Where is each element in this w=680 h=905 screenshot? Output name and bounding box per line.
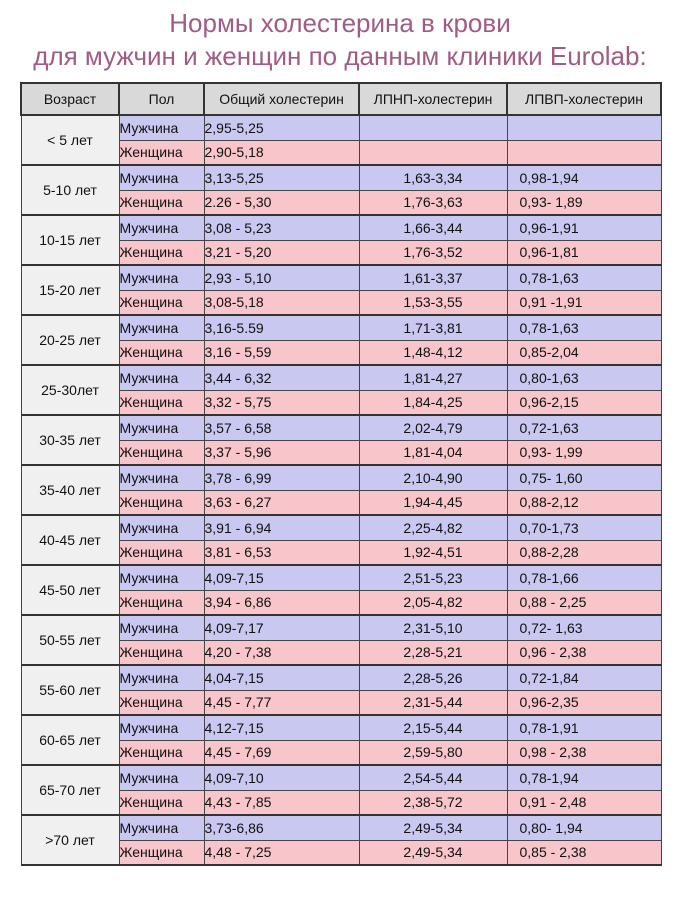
total-cholesterol-cell: 3,73-6,86 [204, 815, 359, 840]
ldl-cholesterol-cell: 1,81-4,27 [359, 365, 507, 390]
total-cholesterol-cell: 4,45 - 7,69 [204, 740, 359, 765]
sex-cell: Женщина [119, 240, 204, 265]
sex-cell: Женщина [119, 740, 204, 765]
ldl-cholesterol-cell: 1,76-3,52 [359, 240, 507, 265]
ldl-cholesterol-cell: 1,81-4,04 [359, 440, 507, 465]
sex-cell: Женщина [119, 790, 204, 815]
total-cholesterol-cell: 3,91 - 6,94 [204, 515, 359, 540]
table-row [21, 315, 661, 340]
hdl-cholesterol-cell: 0,80-1,63 [507, 365, 661, 390]
hdl-cholesterol-cell: 0,96-2,35 [507, 690, 661, 715]
sex-cell: Мужчина [119, 165, 204, 190]
total-cholesterol-cell: 3,16 - 5,59 [204, 340, 359, 365]
total-cholesterol-cell: 3,08 - 5,23 [204, 215, 359, 240]
sex-cell: Женщина [119, 140, 204, 165]
header-hdl-cholesterol: ЛПВП-холестерин [507, 83, 661, 115]
hdl-cholesterol-cell: 0,72- 1,63 [507, 615, 661, 640]
total-cholesterol-cell: 3,32 - 5,75 [204, 390, 359, 415]
age-group-cell: 10-15 лет [21, 215, 119, 265]
hdl-cholesterol-cell: 0,98 - 2,38 [507, 740, 661, 765]
sex-cell: Женщина [119, 440, 204, 465]
total-cholesterol-cell: 3,16-5.59 [204, 315, 359, 340]
age-group-cell: 50-55 лет [21, 615, 119, 665]
total-cholesterol-cell: 3,78 - 6,99 [204, 465, 359, 490]
hdl-cholesterol-cell: 0,88-2,28 [507, 540, 661, 565]
hdl-cholesterol-cell: 0,96-1,91 [507, 215, 661, 240]
ldl-cholesterol-cell [359, 140, 507, 165]
sex-cell: Мужчина [119, 215, 204, 240]
table-row [21, 665, 661, 690]
hdl-cholesterol-cell [507, 115, 661, 140]
sex-cell: Женщина [119, 540, 204, 565]
title-line-2: для мужчин и женщин по данным клиники Eurolab: [33, 41, 647, 71]
total-cholesterol-cell: 4,09-7,10 [204, 765, 359, 790]
total-cholesterol-cell: 3,37 - 5,96 [204, 440, 359, 465]
hdl-cholesterol-cell: 0,85 - 2,38 [507, 840, 661, 865]
total-cholesterol-cell: 2,90-5,18 [204, 140, 359, 165]
ldl-cholesterol-cell: 2,54-5,44 [359, 765, 507, 790]
hdl-cholesterol-cell: 0,85-2,04 [507, 340, 661, 365]
header-row [21, 83, 661, 115]
hdl-cholesterol-cell: 0,70-1,73 [507, 515, 661, 540]
sex-cell: Женщина [119, 190, 204, 215]
hdl-cholesterol-cell: 0,96 - 2,38 [507, 640, 661, 665]
hdl-cholesterol-cell: 0,80- 1,94 [507, 815, 661, 840]
ldl-cholesterol-cell: 2,25-4,82 [359, 515, 507, 540]
table-row [21, 465, 661, 490]
table-row [21, 165, 661, 190]
hdl-cholesterol-cell: 0,78-1,63 [507, 265, 661, 290]
ldl-cholesterol-cell: 2,49-5,34 [359, 815, 507, 840]
total-cholesterol-cell: 3,63 - 6,27 [204, 490, 359, 515]
sex-cell: Мужчина [119, 815, 204, 840]
hdl-cholesterol-cell: 0,93- 1,89 [507, 190, 661, 215]
ldl-cholesterol-cell: 1,94-4,45 [359, 490, 507, 515]
table-row [21, 715, 661, 740]
total-cholesterol-cell: 4,09-7,17 [204, 615, 359, 640]
sex-cell: Женщина [119, 640, 204, 665]
sex-cell: Женщина [119, 590, 204, 615]
sex-cell: Мужчина [119, 315, 204, 340]
age-group-cell: 60-65 лет [21, 715, 119, 765]
age-group-cell: >70 лет [21, 815, 119, 865]
table-row [21, 115, 661, 140]
hdl-cholesterol-cell: 0,91 - 2,48 [507, 790, 661, 815]
age-group-cell: 5-10 лет [21, 165, 119, 215]
hdl-cholesterol-cell: 0,88-2,12 [507, 490, 661, 515]
sex-cell: Мужчина [119, 765, 204, 790]
total-cholesterol-cell: 4,12-7,15 [204, 715, 359, 740]
total-cholesterol-cell: 4,43 - 7,85 [204, 790, 359, 815]
age-group-cell: 65-70 лет [21, 765, 119, 815]
hdl-cholesterol-cell: 0,96-2,15 [507, 390, 661, 415]
table-row [21, 515, 661, 540]
header-total-cholesterol: Общий холестерин [204, 83, 359, 115]
cholesterol-norms-table [20, 82, 662, 866]
sex-cell: Мужчина [119, 515, 204, 540]
hdl-cholesterol-cell: 0,96-1,81 [507, 240, 661, 265]
ldl-cholesterol-cell: 1,84-4,25 [359, 390, 507, 415]
header-sex: Пол [119, 83, 204, 115]
total-cholesterol-cell: 4,48 - 7,25 [204, 840, 359, 865]
ldl-cholesterol-cell [359, 115, 507, 140]
table-row [21, 815, 661, 840]
hdl-cholesterol-cell [507, 140, 661, 165]
sex-cell: Мужчина [119, 465, 204, 490]
hdl-cholesterol-cell: 0,75- 1,60 [507, 465, 661, 490]
total-cholesterol-cell: 3,13-5,25 [204, 165, 359, 190]
total-cholesterol-cell: 3,44 - 6,32 [204, 365, 359, 390]
table-row [21, 765, 661, 790]
ldl-cholesterol-cell: 1,92-4,51 [359, 540, 507, 565]
sex-cell: Мужчина [119, 415, 204, 440]
ldl-cholesterol-cell: 1,53-3,55 [359, 290, 507, 315]
ldl-cholesterol-cell: 2,31-5,10 [359, 615, 507, 640]
hdl-cholesterol-cell: 0,78-1,66 [507, 565, 661, 590]
total-cholesterol-cell: 3,94 - 6,86 [204, 590, 359, 615]
hdl-cholesterol-cell: 0,78-1,94 [507, 765, 661, 790]
total-cholesterol-cell: 2,93 - 5,10 [204, 265, 359, 290]
ldl-cholesterol-cell: 1,71-3,81 [359, 315, 507, 340]
ldl-cholesterol-cell: 2,28-5,26 [359, 665, 507, 690]
age-group-cell: 55-60 лет [21, 665, 119, 715]
ldl-cholesterol-cell: 2,28-5,21 [359, 640, 507, 665]
sex-cell: Мужчина [119, 665, 204, 690]
sex-cell: Женщина [119, 840, 204, 865]
ldl-cholesterol-cell: 2,31-5,44 [359, 690, 507, 715]
total-cholesterol-cell: 4,45 - 7,77 [204, 690, 359, 715]
age-group-cell: 45-50 лет [21, 565, 119, 615]
sex-cell: Мужчина [119, 265, 204, 290]
ldl-cholesterol-cell: 1,66-3,44 [359, 215, 507, 240]
sex-cell: Женщина [119, 290, 204, 315]
table-row [21, 415, 661, 440]
table-row [21, 365, 661, 390]
ldl-cholesterol-cell: 1,61-3,37 [359, 265, 507, 290]
total-cholesterol-cell: 4,20 - 7,38 [204, 640, 359, 665]
ldl-cholesterol-cell: 2,51-5,23 [359, 565, 507, 590]
table-row [21, 265, 661, 290]
hdl-cholesterol-cell: 0,91 -1,91 [507, 290, 661, 315]
ldl-cholesterol-cell: 1,76-3,63 [359, 190, 507, 215]
hdl-cholesterol-cell: 0,98-1,94 [507, 165, 661, 190]
header-ldl-cholesterol: ЛПНП-холестерин [359, 83, 507, 115]
sex-cell: Мужчина [119, 365, 204, 390]
total-cholesterol-cell: 2.26 - 5,30 [204, 190, 359, 215]
hdl-cholesterol-cell: 0,78-1,91 [507, 715, 661, 740]
sex-cell: Мужчина [119, 715, 204, 740]
ldl-cholesterol-cell: 2,02-4,79 [359, 415, 507, 440]
ldl-cholesterol-cell: 2,59-5,80 [359, 740, 507, 765]
total-cholesterol-cell: 4,09-7,15 [204, 565, 359, 590]
total-cholesterol-cell: 3,21 - 5,20 [204, 240, 359, 265]
age-group-cell: 15-20 лет [21, 265, 119, 315]
ldl-cholesterol-cell: 2,15-5,44 [359, 715, 507, 740]
age-group-cell: 30-35 лет [21, 415, 119, 465]
hdl-cholesterol-cell: 0,93- 1,99 [507, 440, 661, 465]
hdl-cholesterol-cell: 0,72-1,63 [507, 415, 661, 440]
hdl-cholesterol-cell: 0,78-1,63 [507, 315, 661, 340]
ldl-cholesterol-cell: 2,05-4,82 [359, 590, 507, 615]
sex-cell: Женщина [119, 690, 204, 715]
total-cholesterol-cell: 2,95-5,25 [204, 115, 359, 140]
hdl-cholesterol-cell: 0,88 - 2,25 [507, 590, 661, 615]
age-group-cell: 25-30лет [21, 365, 119, 415]
age-group-cell: < 5 лет [21, 115, 119, 165]
sex-cell: Мужчина [119, 115, 204, 140]
sex-cell: Мужчина [119, 565, 204, 590]
title-line-1: Нормы холестерина в крови [169, 8, 511, 38]
ldl-cholesterol-cell: 1,48-4,12 [359, 340, 507, 365]
ldl-cholesterol-cell: 2,49-5,34 [359, 840, 507, 865]
total-cholesterol-cell: 3,08-5,18 [204, 290, 359, 315]
age-group-cell: 40-45 лет [21, 515, 119, 565]
sex-cell: Женщина [119, 340, 204, 365]
ldl-cholesterol-cell: 2,10-4,90 [359, 465, 507, 490]
table-row [21, 215, 661, 240]
table-row [21, 565, 661, 590]
total-cholesterol-cell: 4,04-7,15 [204, 665, 359, 690]
ldl-cholesterol-cell: 1,63-3,34 [359, 165, 507, 190]
table-row [21, 615, 661, 640]
hdl-cholesterol-cell: 0,72-1,84 [507, 665, 661, 690]
ldl-cholesterol-cell: 2,38-5,72 [359, 790, 507, 815]
total-cholesterol-cell: 3,81 - 6,53 [204, 540, 359, 565]
age-group-cell: 35-40 лет [21, 465, 119, 515]
sex-cell: Женщина [119, 390, 204, 415]
page-title [0, 7, 680, 73]
header-age: Возраст [21, 83, 119, 115]
age-group-cell: 20-25 лет [21, 315, 119, 365]
sex-cell: Мужчина [119, 615, 204, 640]
total-cholesterol-cell: 3,57 - 6,58 [204, 415, 359, 440]
sex-cell: Женщина [119, 490, 204, 515]
